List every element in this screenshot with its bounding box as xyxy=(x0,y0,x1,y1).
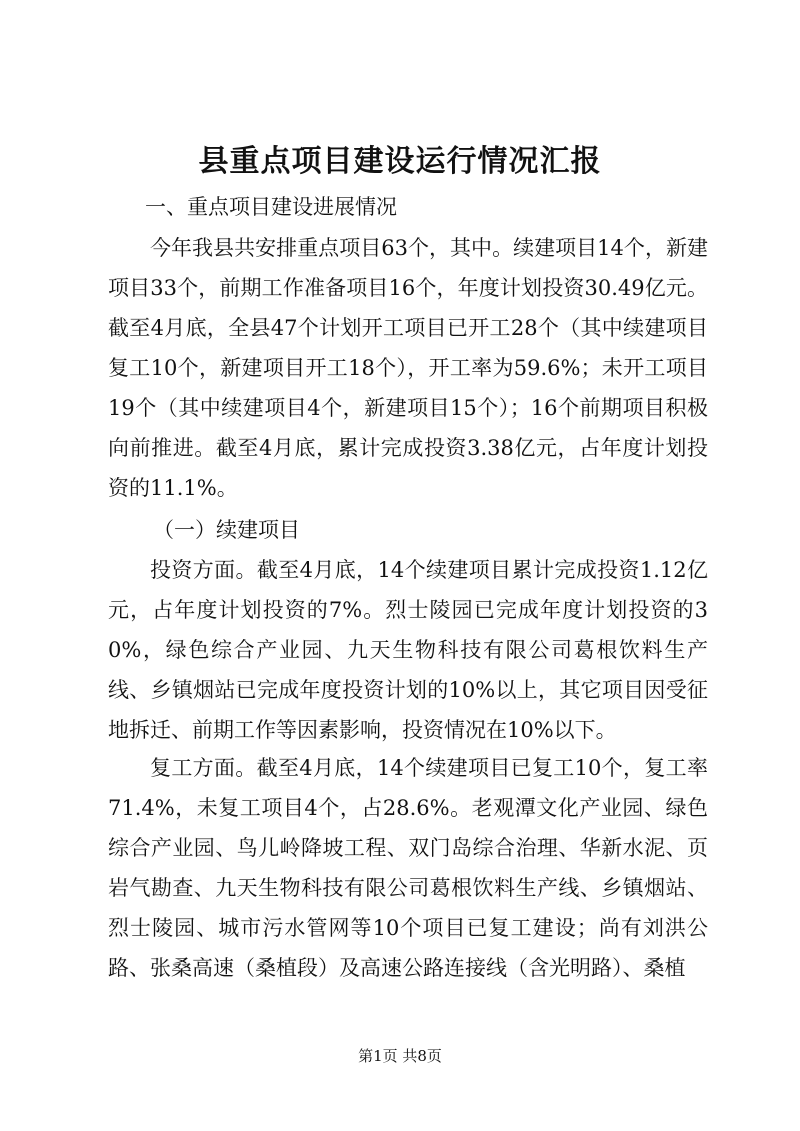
section-heading: 一、重点项目建设进展情况 xyxy=(145,195,397,219)
paragraph-resumption: 复工方面。截至4月底，14个续建项目已复工10个，复工率71.4%，未复工项目4个，占28.6%。老观潭文化产业园、绿色综合产业园、鸟儿岭降坡工程、双门岛综合治理、华新水泥、页岩气勘查、九天生物科技有限公司葛根饮料生产线、乡镇烟站、烈士陵园、城市污水管网等10个项目已复工建设；尚有刘洪公路、张桑高速（桑植段）及高速公路连接线（含光明路）、桑植 xyxy=(108,756,708,980)
document-title: 县重点项目建设运行情况汇报 xyxy=(198,144,602,179)
paragraph-overview: 今年我县共安排重点项目63个，其中。续建项目14个，新建项目33个，前期工作准备项目16个，年度计划投资30.49亿元。截至4月底，全县47个计划开工项目已开工28个（其中续建项目复工10个，新建项目开工18个），开工率为59.6%；未开工项目19个（其中续建项目4个，新建项目15个）；16个前期项目积极向前推进。截至4月底，累计完成投资3.38亿元，占年度计划投资的11.1%。 xyxy=(108,236,708,500)
subsection-heading: （一）续建项目 xyxy=(153,518,300,542)
paragraph-investment: 投资方面。截至4月底，14个续建项目累计完成投资1.12亿元，占年度计划投资的7%。烈士陵园已完成年度计划投资的30%，绿色综合产业园、九天生物科技有限公司葛根饮料生产线、乡镇烟站已完成年度投资计划的10%以上，其它项目因受征地拆迁、前期工作等因素影响，投资情况在10%以下。 xyxy=(108,558,708,742)
page-footer: 第1页 共8页 xyxy=(358,1047,442,1065)
